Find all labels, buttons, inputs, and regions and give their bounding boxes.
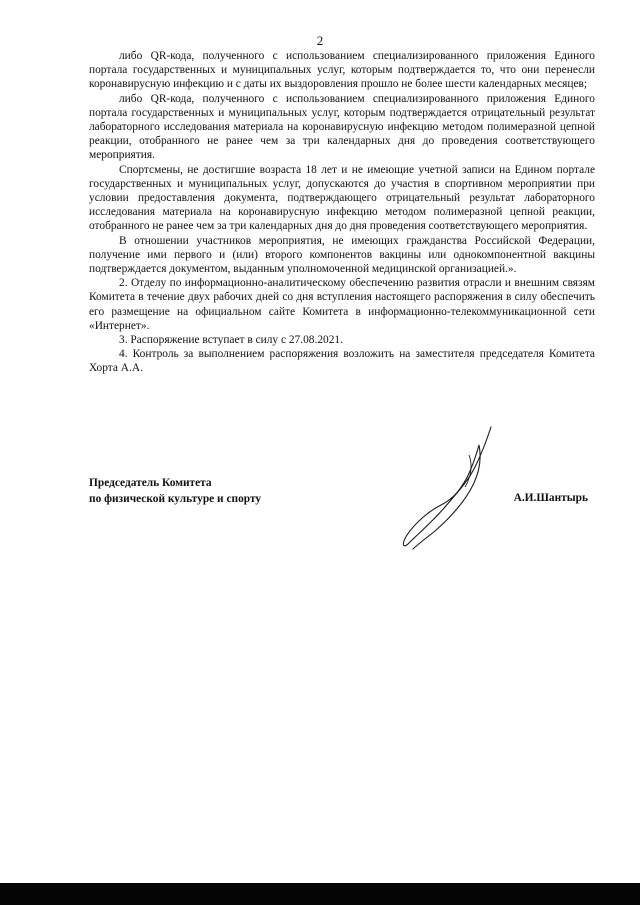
signature-position: [89, 475, 261, 507]
position-line-1: Председатель Комитета: [89, 477, 212, 489]
paragraph-qr-recovered: либо QR-кода, полученного с использованием специализированного приложения Единого портала государственных и муниципальных услуг, которым подтверждается то, что они перенесли коронавирусную инфекцию и с даты их выздоровления прошло не более шести календарных месяцев;: [89, 50, 595, 91]
position-line-2: по физической культуре и спорту: [89, 493, 262, 505]
handwritten-signature: [395, 425, 510, 555]
page-number: 2: [316, 33, 324, 48]
scan-bottom-bar: [0, 883, 640, 905]
paragraph-item-3: 3. Распоряжение вступает в силу с 27.08.2021.: [119, 334, 343, 347]
document-body: [89, 49, 595, 376]
paragraph-minors: Спортсмены, не достигшие возраста 18 лет и не имеющие учетной записи на Едином портале государственных и муниципальных услуг, допускаются до участия в спортивном мероприятии при условии предоставления документа, подтверждающего отрицательный результат лабораторного исследования материала на коронавирусную инфекцию методом полимеразной цепной реакции, отобранного не ранее чем за три календарных дня до дня проведения соответствующего мероприятия.: [89, 163, 595, 233]
signer-name: А.И.Шантырь: [513, 492, 588, 504]
paragraph-qr-pcr-test: либо QR-кода, полученного с использованием специализированного приложения Единого портала государственных и муниципальных услуг, которым подтверждается отрицательный результат лабораторного исследования материала на коронавирусную инфекцию методом полимеразной цепной реакции, отобранного не ранее чем за три календарных дня до проведения соответствующего мероприятия.: [89, 92, 595, 162]
paragraph-item-4: 4. Контроль за выполнением распоряжения возложить на заместителя председателя Комитета Хорта А.А.: [89, 348, 595, 375]
paragraph-foreign-participants: В отношении участников мероприятия, не имеющих гражданства Российской Федерации, получение ими первого и (или) второго компонентов вакцины или однокомпонентной вакцины подтверждается документом, выданным уполномоченной медицинской организацией.».: [89, 234, 595, 276]
paragraph-item-2: 2. Отделу по информационно-аналитическому обеспечению развития отрасли и внешним связям Комитета в течение двух рабочих дней со дня вступления настоящего распоряжения в силу обеспечить его размещение на официальном сайте Комитета в информационно-телекоммуникационной сети «Интернет».: [89, 277, 595, 332]
